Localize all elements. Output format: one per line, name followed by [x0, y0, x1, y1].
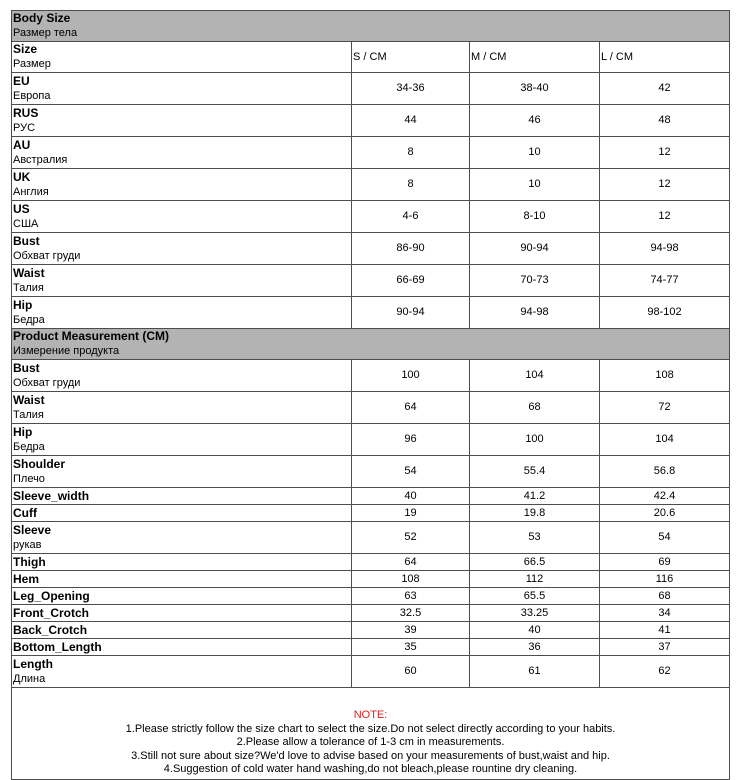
note-line: 2.Please allow a tolerance of 1-3 cm in measurements. — [236, 736, 505, 749]
cell-l: 12 — [600, 137, 730, 169]
row-label — [12, 360, 352, 392]
col-header-l: L / CM — [600, 42, 730, 73]
row-label-ru: Англия — [13, 185, 49, 198]
table-row — [12, 105, 730, 137]
row-label-en: Hip — [13, 424, 33, 439]
table-row — [12, 505, 730, 522]
row-label-en: Hem — [13, 571, 40, 586]
cell-s: 19 — [352, 505, 470, 522]
cell-l: 34 — [600, 605, 730, 622]
cell-l: 12 — [600, 201, 730, 233]
row-label-en: Bust — [13, 360, 40, 375]
row-label-en: Bust — [13, 233, 40, 248]
cell-l: 62 — [600, 656, 730, 688]
table-row — [12, 297, 730, 329]
row-label — [12, 605, 352, 622]
cell-m: 100 — [470, 424, 600, 456]
row-label-en: Shoulder — [13, 456, 66, 471]
row-label-en: AU — [13, 137, 31, 152]
table-row — [12, 424, 730, 456]
row-label-en: RUS — [13, 105, 39, 120]
cell-m: 8-10 — [470, 201, 600, 233]
row-label-en: Front_Crotch — [13, 605, 89, 620]
row-label-en: Sleeve — [13, 522, 52, 537]
cell-s: 60 — [352, 656, 470, 688]
row-label-en: Cuff — [13, 505, 37, 520]
row-label — [12, 169, 352, 201]
cell-m: 46 — [470, 105, 600, 137]
table-row — [12, 488, 730, 505]
row-label — [12, 554, 352, 571]
cell-l: 69 — [600, 554, 730, 571]
cell-m: 10 — [470, 137, 600, 169]
cell-l: 54 — [600, 522, 730, 554]
cell-l: 104 — [600, 424, 730, 456]
row-label-ru: Обхват груди — [13, 249, 81, 262]
cell-m: 10 — [470, 169, 600, 201]
cell-l: 41 — [600, 622, 730, 639]
table-row — [12, 522, 730, 554]
size-chart — [11, 10, 729, 780]
row-label-ru: США — [13, 217, 39, 230]
table-row — [12, 588, 730, 605]
table-row — [12, 656, 730, 688]
row-label — [12, 201, 352, 233]
cell-s: 52 — [352, 522, 470, 554]
cell-l: 108 — [600, 360, 730, 392]
cell-l: 72 — [600, 392, 730, 424]
row-label — [12, 522, 352, 554]
row-label — [12, 265, 352, 297]
row-label-ru: Бедра — [13, 313, 45, 326]
cell-m: 104 — [470, 360, 600, 392]
product-section-header — [12, 329, 730, 360]
cell-s: 108 — [352, 571, 470, 588]
row-label-ru: Длина — [13, 672, 46, 685]
note-line: 3.Still not sure about size?We'd love to advise based on your measurements of bust,waist and hip. — [131, 749, 610, 762]
cell-s: 54 — [352, 456, 470, 488]
cell-s: 96 — [352, 424, 470, 456]
table-row — [12, 360, 730, 392]
row-label — [12, 424, 352, 456]
table-row — [12, 639, 730, 656]
note-title: NOTE: — [353, 709, 388, 721]
table-row — [12, 137, 730, 169]
product-title-ru: Измерение продукта — [13, 345, 120, 357]
note-line: 4.Suggestion of cold water hand washing,do not bleach,please rountine dry cleaning. — [163, 763, 578, 776]
table-row — [12, 73, 730, 105]
row-label — [12, 656, 352, 688]
row-label-ru: Европа — [13, 89, 51, 102]
row-label — [12, 639, 352, 656]
row-label — [12, 571, 352, 588]
table-row — [12, 622, 730, 639]
cell-l: 116 — [600, 571, 730, 588]
cell-m: 66.5 — [470, 554, 600, 571]
note-line: 1.Please strictly follow the size chart to select the size.Do not select directly according to your habits. — [125, 722, 616, 735]
cell-s: 40 — [352, 488, 470, 505]
row-label — [12, 105, 352, 137]
row-label — [12, 488, 352, 505]
cell-s: 90-94 — [352, 297, 470, 329]
table-row — [12, 265, 730, 297]
cell-l: 56.8 — [600, 456, 730, 488]
cell-m: 65.5 — [470, 588, 600, 605]
body-size-title: Body Size — [13, 11, 71, 25]
cell-l: 37 — [600, 639, 730, 656]
cell-s: 63 — [352, 588, 470, 605]
cell-s: 8 — [352, 137, 470, 169]
cell-m: 53 — [470, 522, 600, 554]
row-label-en: UK — [13, 169, 31, 184]
cell-m: 68 — [470, 392, 600, 424]
col-header-m: M / CM — [470, 42, 600, 73]
cell-m: 33.25 — [470, 605, 600, 622]
row-label-en: US — [13, 201, 30, 216]
cell-s: 66-69 — [352, 265, 470, 297]
size-header-en: Size — [13, 42, 38, 56]
cell-l: 20.6 — [600, 505, 730, 522]
cell-m: 38-40 — [470, 73, 600, 105]
body-size-title-ru: Размер тела — [13, 27, 78, 39]
cell-m: 94-98 — [470, 297, 600, 329]
cell-s: 44 — [352, 105, 470, 137]
row-label — [12, 588, 352, 605]
cell-s: 39 — [352, 622, 470, 639]
row-label-en: Leg_Opening — [13, 588, 90, 603]
cell-s: 64 — [352, 554, 470, 571]
cell-m: 55.4 — [470, 456, 600, 488]
table-row — [12, 233, 730, 265]
cell-m: 40 — [470, 622, 600, 639]
cell-m: 90-94 — [470, 233, 600, 265]
size-header-ru: Размер — [13, 58, 51, 70]
cell-s: 86-90 — [352, 233, 470, 265]
table-row — [12, 605, 730, 622]
cell-l: 68 — [600, 588, 730, 605]
table-row — [12, 169, 730, 201]
cell-l: 48 — [600, 105, 730, 137]
row-label-ru: Талия — [13, 408, 44, 421]
cell-s: 4-6 — [352, 201, 470, 233]
col-header-s: S / CM — [352, 42, 470, 73]
cell-l: 74-77 — [600, 265, 730, 297]
note-cell — [12, 688, 730, 780]
cell-s: 34-36 — [352, 73, 470, 105]
row-label — [12, 622, 352, 639]
cell-l: 98-102 — [600, 297, 730, 329]
cell-m: 36 — [470, 639, 600, 656]
product-title-cell — [12, 329, 730, 360]
table-row — [12, 571, 730, 588]
row-label-ru: Плечо — [13, 472, 45, 485]
table-row — [12, 392, 730, 424]
row-label — [12, 73, 352, 105]
row-label-ru: рукав — [13, 538, 42, 551]
cell-l: 12 — [600, 169, 730, 201]
cell-m: 41.2 — [470, 488, 600, 505]
table-row — [12, 554, 730, 571]
cell-m: 70-73 — [470, 265, 600, 297]
row-label — [12, 456, 352, 488]
row-label-ru: Бедра — [13, 440, 45, 453]
table-row — [12, 201, 730, 233]
row-label-ru: РУС — [13, 121, 36, 134]
cell-s: 8 — [352, 169, 470, 201]
cell-m: 19.8 — [470, 505, 600, 522]
row-label-ru: Талия — [13, 281, 44, 294]
body-size-section-header — [12, 11, 730, 42]
row-label — [12, 505, 352, 522]
cell-m: 112 — [470, 571, 600, 588]
table-row — [12, 456, 730, 488]
cell-l: 42.4 — [600, 488, 730, 505]
row-label-en: Hip — [13, 297, 33, 312]
product-title: Product Measurement (CM) — [13, 329, 170, 343]
row-label-en: EU — [13, 73, 30, 88]
size-header-label — [12, 42, 352, 73]
row-label — [12, 137, 352, 169]
size-header-row — [12, 42, 730, 73]
row-label-en: Waist — [13, 392, 45, 407]
row-label-en: Length — [13, 656, 53, 671]
body-size-title-cell — [12, 11, 730, 42]
row-label — [12, 392, 352, 424]
row-label-ru: Обхват груди — [13, 376, 81, 389]
cell-s: 64 — [352, 392, 470, 424]
cell-s: 100 — [352, 360, 470, 392]
cell-l: 94-98 — [600, 233, 730, 265]
row-label-en: Back_Crotch — [13, 622, 88, 637]
cell-s: 35 — [352, 639, 470, 656]
cell-s: 32.5 — [352, 605, 470, 622]
size-chart-table — [11, 10, 730, 780]
row-label-en: Bottom_Length — [13, 639, 102, 654]
row-label — [12, 233, 352, 265]
row-label-en: Waist — [13, 265, 45, 280]
cell-l: 42 — [600, 73, 730, 105]
row-label-en: Thigh — [13, 554, 46, 569]
row-label-ru: Австралия — [13, 153, 68, 166]
row-label — [12, 297, 352, 329]
note-row — [12, 688, 730, 780]
row-label-en: Sleeve_width — [13, 488, 90, 503]
cell-m: 61 — [470, 656, 600, 688]
